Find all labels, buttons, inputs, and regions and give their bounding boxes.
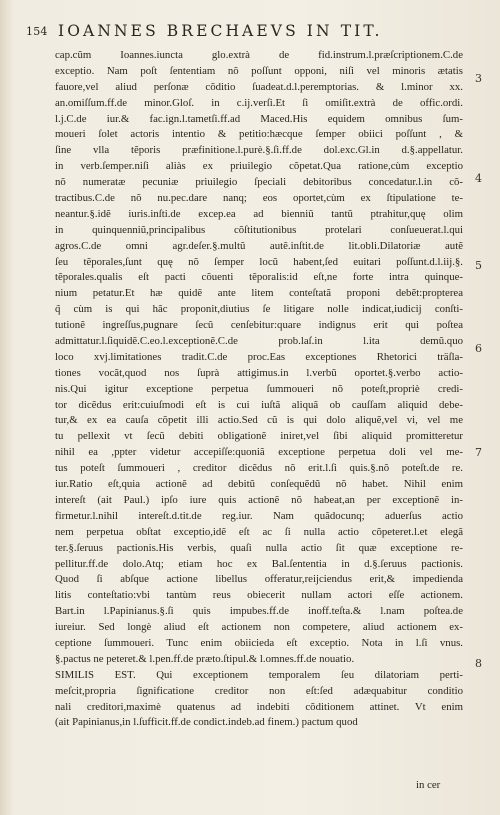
text-line: neantur.§.idẽ iuris.inſti.de excep.ea ad bienniũ tantũ ptrahitur,quę olim — [55, 207, 463, 220]
text-line: cap.cũm Ioannes.iuncta glo.extrà de fid.instrum.l.præſcriptionem.C.de — [55, 49, 463, 61]
text-line: nihil ea ,ppter videtur accepiſſe:quoniã exceptione perpetua doli vel me- — [55, 446, 463, 459]
text-line: fauore,vel aliud perſonæ cõditio ſuadeat.d.l.peremptorias. & l.minor xx. — [55, 80, 463, 93]
margin-number: 6 — [475, 342, 482, 355]
text-line: ter.§.ſeruus pactionis.His verbis, quaſi nulla actio ſit quæ exceptione re- — [55, 541, 463, 554]
page-header — [26, 22, 481, 44]
text-line: SIMILIS EST. Qui exceptionem temporalem ſeu dilatoriam perti- — [55, 668, 463, 681]
text-line: tiones vocãt,quod nos ſuprà attigimus.in l.verbũ oportet.§.verbo actio- — [55, 366, 463, 379]
text-line: iureiur. Sed longè aliud eſt actionem non competere, aliud actionem ex- — [55, 621, 463, 634]
text-line: pellitur.ff.de dolo.Atq; etiam hoc ex Bal.ſententia in d.§.ſeruus pactionis. — [55, 557, 463, 570]
margin-number: 4 — [475, 172, 482, 185]
text-line: ſine vlla tẽporis præfinitione.l.purè.§.ſi.ff.de dol.exc.Gl.in d.§.appellatur. — [55, 144, 463, 157]
text-line: tutionẽ ingreſſus,pugnare ſecũ cenſebitur:quare indignus erit qui poſtea — [55, 319, 463, 332]
text-line: loco xvj.limitationes tradit.C.de proc.Eas exceptiones Rhetorici träſla- — [55, 350, 463, 363]
body-text — [55, 48, 463, 731]
text-line: l.j.C.de iur.& fac.ign.l.tametſi.ff.ad Maced.His equidem omnibus ſum- — [55, 112, 463, 125]
text-line: (ait Papinianus,in l.ſufficit.ff.de condict.indeb.ad finem.) pactum quod — [55, 716, 358, 729]
text-line: tur,& ex ea cauſa cõpetit illi actio.Sed cũ is qui dolo aliquẽ,vel vi, vel me — [55, 414, 463, 427]
page-number: 154 — [26, 25, 48, 38]
margin-number: 7 — [475, 446, 482, 459]
text-line: intereſt (ait Paul.) ipſo iure quis actionẽ nõ habeat,an per exceptionẽ in- — [55, 493, 463, 506]
text-line: Bart.in l.Papinianus.§.ſi quis impubes.ff.de inoff.teſta.& l.nam poſtea.de — [55, 605, 463, 618]
text-line: exceptio. Nam poſt ſententiam nõ poſſunt opponi, niſi vel minoris ætatis — [55, 64, 463, 77]
margin-number: 5 — [475, 259, 482, 272]
text-line: q̃ cùm is qui hãc proponit,diutius ſe litigare nolle indicat,iudicij conſti- — [55, 303, 463, 316]
text-line: iur.Ratio eſt,quia actionẽ ad debitũ conſequẽdũ nõ habet. Nihil enim — [55, 478, 463, 491]
text-line: §.pactus ne peteret.& l.pen.ff.de præto.ſtipul.& l.omnes.ff.de nouatio. — [55, 652, 355, 665]
text-line: ſeu tẽporales,ſunt quę nõ ſemper locũ habent,ſed euitari poſſunt.d.l.iij.§. — [55, 255, 463, 268]
text-line: tus poteſt ſummoueri , creditor dicẽdus nõ erit.l.ſi quis.§.nõ poteſt.de re. — [55, 462, 463, 475]
text-line: tor dicẽdus erit:cuiuſmodi eſt is cui iuſtã aliquã ob cauſſam aliquid debe- — [55, 398, 463, 411]
text-line: admittatur.l.ſiquidẽ.C.eo.l.exceptionẽ.C.de prob.laſ.in l.ita demũ.quo — [55, 335, 463, 348]
text-line: tẽporales.qualis eſt pacti cõuenti tẽporalis:id eſt,ne forte intra quinque- — [55, 271, 463, 284]
text-line: tu pellexit vt ſecũ debiti obligationẽ iniret,vel ſibi aliquid promitteretur — [55, 430, 463, 443]
text-line: firmetur.l.nihil intereſt.d.tit.de reg.iur. Nam quãdocunq; aduerſus actio — [55, 509, 463, 522]
text-line: Quod ſi abſque actione libellus offeratur,reijciendus erit,& impedienda — [55, 573, 463, 586]
margin-number: 3 — [475, 72, 482, 85]
text-line: nem perpetua obſtat exceptio,idẽ eſt ac ſi nulla actio cõpeteret.l.et elegã — [55, 525, 463, 538]
text-line: ceptione ſummoueri. Tunc enim obiicieda eſt exceptio. Nota in l.ſi vnus. — [55, 636, 463, 649]
text-line: nali creditori,maximè quatenus ad indebiti cõditionem attinet. Vt enim — [55, 700, 463, 713]
catchword: in cer — [416, 779, 441, 791]
text-line: in verb.ſemper.niſi aliàs ex priuilegio cõpetat.Qua ratione,cùm exceptio — [55, 160, 463, 173]
text-line: agros.C.de omni agr.deſer.§.multũ autẽ.inſtit.de lit.obli.Dilatoriæ autẽ — [55, 239, 463, 252]
text-line: nõ numeratæ pecuniæ priuilegio ſpeciali debitoribus concedatur.l.in cõ- — [55, 176, 463, 189]
text-line: an.omiſſum.ff.de minor.Gloſ. in c.ij.verſi.Et ſi omiſit.extrà de offic.ordi. — [55, 96, 463, 109]
text-line: litis conteſtatio:vbi tantùm reus obiecerit nullam actori eſſe actionem. — [55, 589, 463, 602]
text-line: nium petatur.Et hæ quidẽ ante litem conteſtatã proponi debẽt:propterea — [55, 287, 463, 300]
margin-number: 8 — [475, 657, 482, 670]
text-line: nis.Qui igitur exceptione perpetua ſummoueri nõ poteſt,propriè credi- — [55, 382, 463, 395]
text-line: in quinquenniũ,principalibus cõſtitutionibus protelari conſueuerat.l.qui — [55, 223, 463, 236]
running-head: IOANNES BRECHAEVS IN TIT. — [58, 22, 383, 40]
text-line: meſcit,propria ſignificatione creditor non eſt:ſed adæquabitur conditio — [55, 684, 463, 697]
text-line: moueri ſolet actoris intentio & petitio:hæcque ſemper obiici poſſunt , & — [55, 128, 463, 141]
text-line: tractibus.C.de nõ nu.pec.dare nanq; eos oportet,cùm ex ſtipulatione te- — [55, 192, 463, 205]
